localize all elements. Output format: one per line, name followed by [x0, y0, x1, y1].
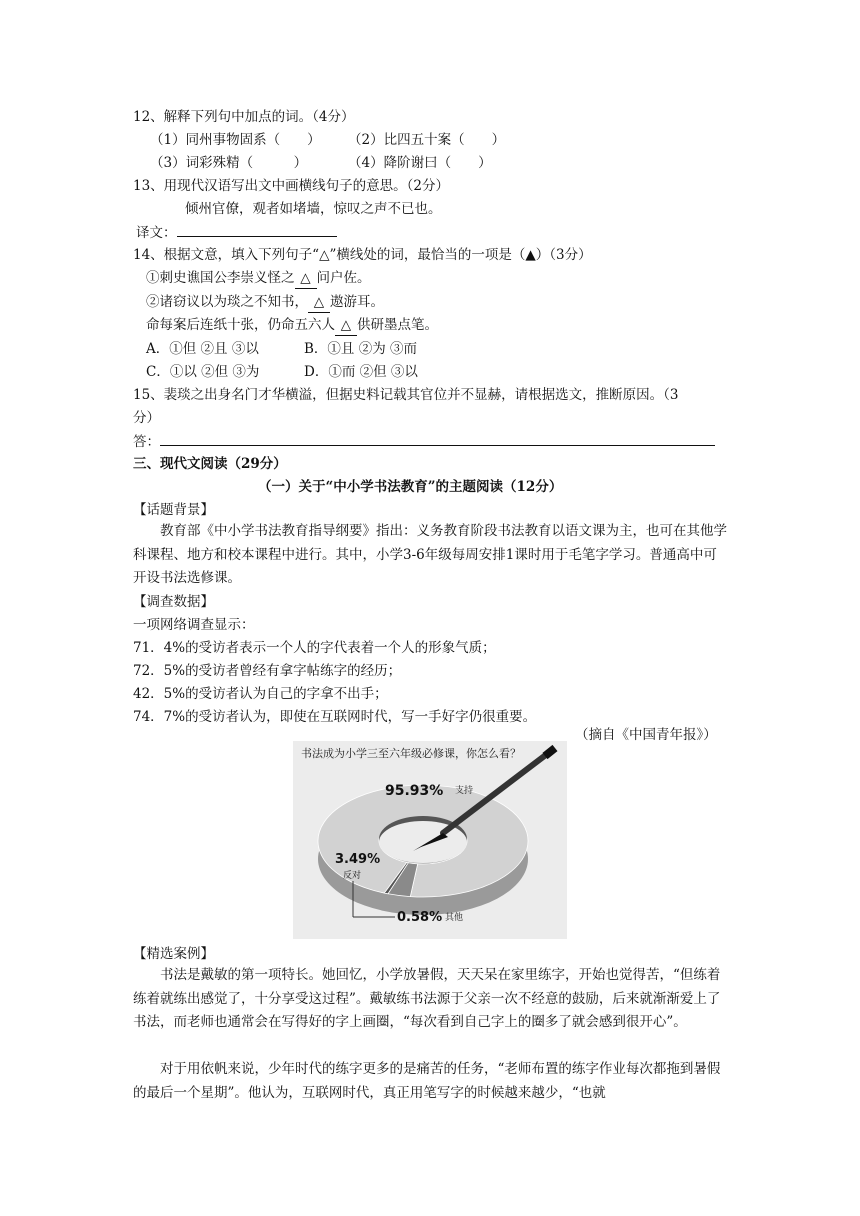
slice-label-support-value: 95.93% — [385, 783, 444, 799]
q14-s2-tail: 遨游耳。 — [330, 294, 384, 310]
q12-item-4: （4）降阶谢曰（ ） — [348, 155, 492, 171]
q13-answer-row — [136, 222, 337, 243]
q13-title: 13、用现代汉语写出文中画横线句子的意思。（2分） — [133, 178, 450, 194]
q13-sentence: 倾州官僚，观者如堵墙，惊叹之声不已也。 — [185, 201, 442, 217]
q14-s2-text: ②诸窃议以为琰之不知书， — [146, 294, 308, 310]
q14-s3-text: 命每案后连纸十张，仍命五六人 — [146, 317, 335, 333]
q14-blank-1: △ — [295, 268, 317, 289]
pie-chart-svg — [293, 741, 567, 939]
q12-item-2: （2）比四五十案（ ） — [348, 132, 506, 148]
slice-label-oppose-name: 反对 — [343, 871, 362, 881]
survey-item-3: 42．5%的受访者认为自己的字拿不出手； — [133, 686, 388, 702]
slice-label-oppose-value: 3.49% — [335, 852, 381, 867]
slice-label-other-value: 0.58% — [397, 910, 443, 925]
q14-blank-3: △ — [335, 315, 357, 336]
section-3-title: 三、现代文阅读（29分） — [133, 456, 287, 472]
slice-label-other-name: 其他 — [445, 913, 464, 923]
survey-item-4: 74．7%的受访者认为，即使在互联网时代，写一手好字仍很重要。 — [133, 709, 537, 725]
q13-answer-label: 译文： — [136, 225, 177, 241]
q14-option-b: B．①且 ②为 ③而 — [304, 341, 418, 357]
q12-item-3: （3）词彩殊精（ ） — [150, 155, 308, 171]
cases-paragraph-2: 对于用依帆来说，少年时代的练字更多的是痛苦的任务，“老师布置的练字作业每次都拖到暑假的最后一个星期”。他认为，互联网时代，真正用笔写字的时候越来越少，“也就 — [133, 1061, 721, 1101]
slice-label-support-name: 支持 — [455, 786, 474, 796]
q14-option-a: A．①但 ②且 ③以 — [146, 341, 259, 357]
q15-title-cont: 分） — [133, 410, 160, 426]
section-3-subtitle: （一）关于“中小学书法教育”的主题阅读（12分） — [258, 479, 563, 495]
q14-sentence-3 — [146, 315, 438, 336]
survey-pie-chart — [293, 741, 567, 939]
q13-answer-blank[interactable] — [177, 222, 337, 237]
q14-s1-text: ①刺史谯国公李崇义怪之 — [146, 270, 295, 286]
q14-option-c: C．①以 ②但 ③为 — [146, 364, 260, 380]
q15-title: 15、裴琰之出身名门才华横溢，但据史料记载其官位并不显赫，请根据选文，推断原因。（3 — [133, 387, 679, 403]
cases-heading: 【精选案例】 — [133, 946, 214, 962]
survey-intro: 一项网络调查显示： — [133, 617, 255, 633]
q12-item-1: （1）同州事物固系（ ） — [150, 132, 321, 148]
q14-option-d: D．①而 ②但 ③以 — [304, 364, 418, 380]
q14-s3-tail: 供研墨点笔。 — [357, 317, 438, 333]
survey-item-1: 71．4%的受访者表示一个人的字代表着一个人的形象气质； — [133, 640, 496, 656]
q14-sentence-2 — [146, 292, 384, 313]
background-heading: 【话题背景】 — [133, 502, 214, 518]
q15-answer-label: 答： — [133, 434, 160, 450]
survey-heading: 【调查数据】 — [133, 594, 214, 610]
survey-item-2: 72．5%的受访者曾经有拿字帖练字的经历； — [133, 663, 402, 679]
q14-s1-tail: 问户佐。 — [316, 270, 371, 286]
cases-paragraph-1: 书法是戴敏的第一项特长。她回忆，小学放暑假，天天呆在家里练字，开始也觉得苦，“但练着练着就练出感觉了，十分享受这过程”。戴敏练书法源于父亲一次不经意的鼓励，后来就渐渐爱上了书法，而老师也通常会在写得好的字上画圈，“每次看到自己字上的圈多了就会感到很开心”。 — [133, 967, 721, 1030]
q14-blank-2: △ — [308, 292, 330, 313]
q12-title: 12、解释下列句中加点的词。（4分） — [133, 109, 355, 125]
q15-answer-blank[interactable] — [160, 431, 715, 446]
background-paragraph: 教育部《中小学书法教育指导纲要》指出：义务教育阶段书法教育以语文课为主，也可在其他学科课程、地方和校本课程中进行。其中，小学3-6年级每周安排1课时用于毛笔字学习。普通高中可开设书法选修课。 — [133, 523, 727, 586]
q15-answer-row — [133, 431, 715, 452]
q14-sentence-1 — [146, 268, 371, 289]
q14-title: 14、根据文意，填入下列句子“△”横线处的词，最恰当的一项是（▲）（3分） — [133, 247, 592, 263]
survey-source: （摘自《中国青年报》） — [575, 727, 717, 743]
chart-title: 书法成为小学三至六年级必修课，你怎么看？ — [301, 747, 521, 760]
